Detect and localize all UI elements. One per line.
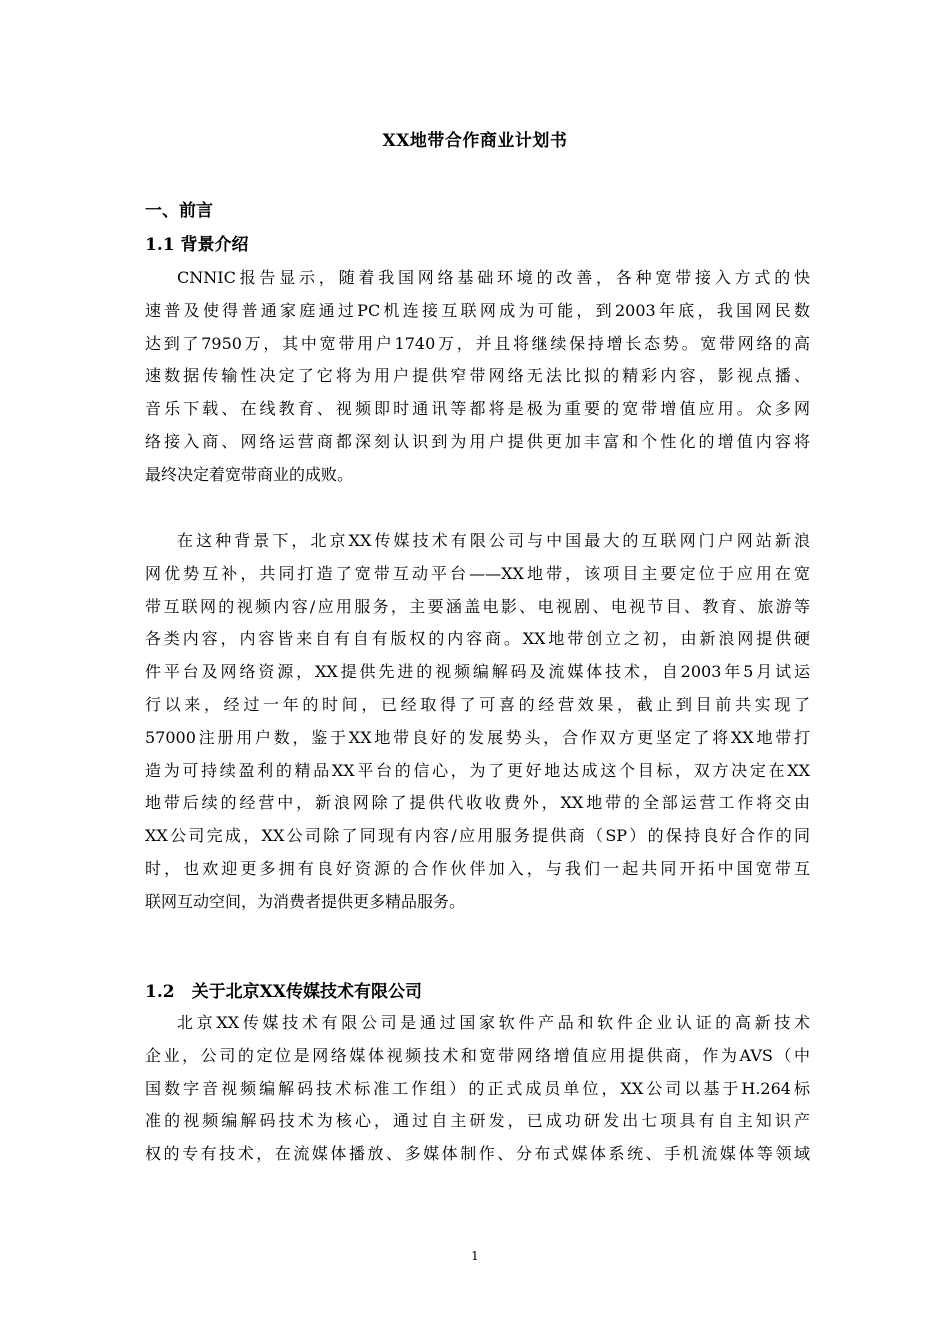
page-number: 1 xyxy=(471,1249,479,1263)
subsection-heading-about-company: 1.2 关于北京XX传媒技术有限公司 xyxy=(145,982,422,1002)
text-line: 联网互动空间，为消费者提供更多精品服务。 xyxy=(145,891,466,911)
paragraph-about-company xyxy=(145,1007,810,1171)
document-title: XX地带合作商业计划书 xyxy=(382,131,568,151)
text-line: 企业，公司的定位是网络媒体视频技术和宽带网络增值应用提供商，作为AVS（中 xyxy=(145,1045,810,1065)
subsection-heading-background: 1.1 背景介绍 xyxy=(145,235,249,255)
section-heading-preface: 一、前言 xyxy=(145,201,213,221)
text-line: 造为可持续盈利的精品XX平台的信心，为了更好地达成这个目标，双方决定在XX xyxy=(145,760,810,780)
text-line: 北京XX传媒技术有限公司是通过国家软件产品和软件企业认证的高新技术 xyxy=(177,1013,810,1032)
text-line: 音乐下载、在线教育、视频即时通讯等都将是极为重要的宽带增值应用。众多网 xyxy=(145,399,810,419)
text-line: 行以来，经过一年的时间，已经取得了可喜的经营效果，截止到目前共实现了 xyxy=(145,694,810,714)
text-line: 达到了7950万，其中宽带用户1740万，并且将继续保持增长态势。宽带网络的高 xyxy=(145,333,810,353)
text-line: 地带后续的经营中，新浪网除了提供代收收费外，XX地带的全部运营工作将交由 xyxy=(145,793,810,813)
text-line: 络接入商、网络运营商都深刻认识到为用户提供更加丰富和个性化的增值内容将 xyxy=(145,431,810,451)
text-line: 在这种背景下，北京XX传媒技术有限公司与中国最大的互联网门户网站新浪 xyxy=(177,531,810,550)
text-line: 最终决定着宽带商业的成败。 xyxy=(145,464,354,484)
text-line: 国数字音视频编解码技术标准工作组）的正式成员单位，XX公司以基于H.264标 xyxy=(145,1078,810,1098)
text-line: 准的视频编解码技术为核心，通过自主研发，已成功研发出七项具有自主知识产 xyxy=(145,1111,810,1131)
paragraph-background-1 xyxy=(145,262,810,492)
text-line: 时，也欢迎更多拥有良好资源的合作伙伴加入，与我们一起共同开拓中国宽带互 xyxy=(145,858,810,878)
text-line: 速普及使得普通家庭通过PC机连接互联网成为可能，到2003年底，我国网民数 xyxy=(145,300,810,320)
text-line: 各类内容，内容皆来自有自有版权的内容商。XX地带创立之初，由新浪网提供硬 xyxy=(145,629,810,649)
text-line: 网优势互补，共同打造了宽带互动平台——XX地带，该项目主要定位于应用在宽 xyxy=(145,563,810,583)
text-line: 速数据传输性决定了它将为用户提供窄带网络无法比拟的精彩内容，影视点播、 xyxy=(145,366,810,386)
text-line: 带互联网的视频内容/应用服务，主要涵盖电影、电视剧、电视节目、教育、旅游等 xyxy=(145,596,810,616)
text-line: 件平台及网络资源，XX提供先进的视频编解码及流媒体技术，自2003年5月试运 xyxy=(145,662,810,682)
paragraph-background-2 xyxy=(145,525,810,919)
text-line: 57000注册用户数，鉴于XX地带良好的发展势头，合作双方更坚定了将XX地带打 xyxy=(145,727,810,747)
text-line: XX公司完成，XX公司除了同现有内容/应用服务提供商（SP）的保持良好合作的同 xyxy=(145,826,810,846)
text-line: CNNIC报告显示，随着我国网络基础环境的改善，各种宽带接入方式的快 xyxy=(177,268,810,287)
text-line: 权的专有技术，在流媒体播放、多媒体制作、分布式媒体系统、手机流媒体等领域 xyxy=(145,1144,810,1164)
